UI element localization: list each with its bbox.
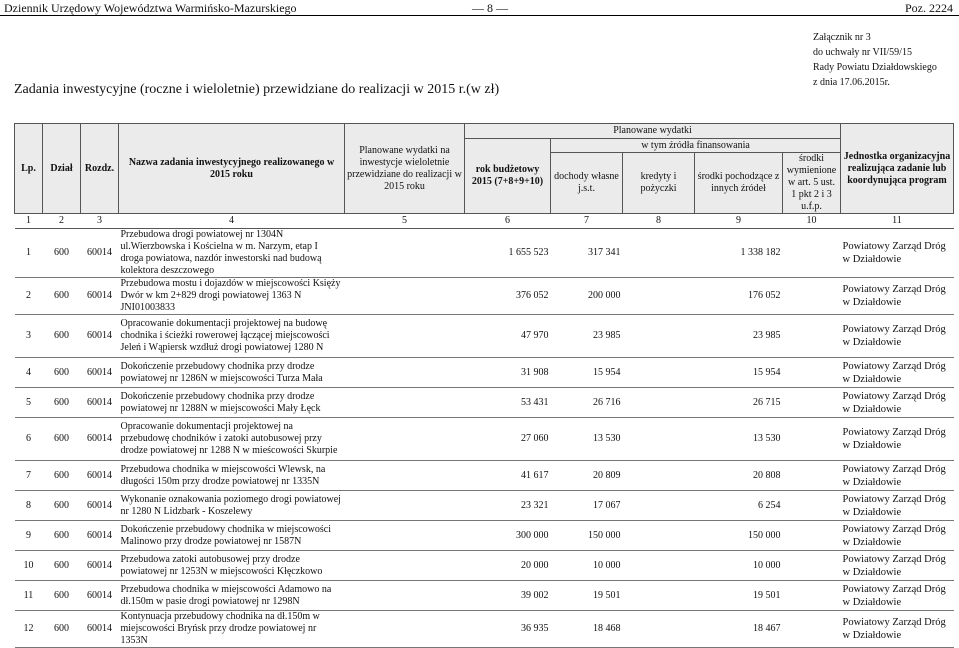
header-dzial: Dział — [43, 124, 81, 214]
row-task-name: Przebudowa mostu i dojazdów w miejscowości Księży Dwór w km 2+829 drogi powiatowej 1363 N JNI01003833 — [119, 278, 345, 315]
row-rozdz: 60014 — [81, 581, 119, 611]
row-task-name: Kontynuacja przebudowy chodnika na dł.150m w miejscowości Bryńsk przy drodze powiatowej nr 1353N — [119, 611, 345, 648]
journal-title: Dziennik Urzędowy Województwa Warmińsko-Mazurskiego — [4, 1, 297, 15]
row-unit: Powiatowy Zarząd Dróg w Działdowie — [841, 581, 954, 611]
table-row — [15, 388, 954, 418]
row-task-name: Opracowanie dokumentacji projektowej na budowę chodnika i ścieżki rowerowej łączącej miejscowości Jeleń i Wąpiersk wzdłuż drogi powiatowej 1280 N — [119, 315, 345, 358]
row-lp: 10 — [15, 551, 43, 581]
row-budget-year: 39 002 — [465, 581, 551, 611]
row-loans — [623, 315, 695, 358]
row-lp: 12 — [15, 611, 43, 648]
header-unit: Jednostka organizacyjna realizująca zadanie lub koordynująca program — [841, 124, 954, 214]
investment-table — [14, 123, 954, 648]
row-unit: Powiatowy Zarząd Dróg w Działdowie — [841, 315, 954, 358]
row-planned-total — [345, 521, 465, 551]
row-other-sources: 150 000 — [695, 521, 783, 551]
row-planned-total — [345, 418, 465, 461]
row-loans — [623, 358, 695, 388]
row-planned-total — [345, 581, 465, 611]
table-row — [15, 315, 954, 358]
row-lp: 3 — [15, 315, 43, 358]
row-loans — [623, 611, 695, 648]
row-lp: 1 — [15, 229, 43, 278]
row-unit: Powiatowy Zarząd Dróg w Działdowie — [841, 418, 954, 461]
row-loans — [623, 418, 695, 461]
document-title: Zadania inwestycyjne (roczne i wieloletnie) przewidziane do realizacji w 2015 r.(w zł) — [14, 82, 500, 97]
annex-note — [813, 30, 937, 90]
annex-line: do uchwały nr VII/59/15 — [813, 47, 912, 58]
table-row — [15, 461, 954, 491]
header-sources-group: w tym źródła finansowania — [551, 139, 841, 153]
row-own-income: 15 954 — [551, 358, 623, 388]
row-lp: 4 — [15, 358, 43, 388]
row-budget-year: 1 655 523 — [465, 229, 551, 278]
row-rozdz: 60014 — [81, 551, 119, 581]
row-budget-year: 31 908 — [465, 358, 551, 388]
row-dzial: 600 — [43, 461, 81, 491]
row-unit: Powiatowy Zarząd Dróg w Działdowie — [841, 229, 954, 278]
row-unit: Powiatowy Zarząd Dróg w Działdowie — [841, 461, 954, 491]
row-budget-year: 53 431 — [465, 388, 551, 418]
row-other-sources: 20 808 — [695, 461, 783, 491]
header-rozdz: Rozdz. — [81, 124, 119, 214]
row-dzial: 600 — [43, 491, 81, 521]
row-unit: Powiatowy Zarząd Dróg w Działdowie — [841, 388, 954, 418]
column-numbers-row — [15, 214, 954, 229]
row-rozdz: 60014 — [81, 611, 119, 648]
row-dzial: 600 — [43, 611, 81, 648]
page-number: — 8 — — [472, 1, 508, 15]
column-number: 9 — [695, 214, 783, 229]
row-other-sources: 26 715 — [695, 388, 783, 418]
row-rozdz: 60014 — [81, 388, 119, 418]
annex-line: z dnia 17.06.2015r. — [813, 77, 890, 88]
row-loans — [623, 521, 695, 551]
header-loans: kredyty i pożyczki — [623, 153, 695, 214]
row-own-income: 17 067 — [551, 491, 623, 521]
row-art5 — [783, 521, 841, 551]
row-own-income: 20 809 — [551, 461, 623, 491]
table-row — [15, 358, 954, 388]
row-budget-year: 41 617 — [465, 461, 551, 491]
row-task-name: Przebudowa zatoki autobusowej przy drodze powiatowej nr 1253N w miejscowości Kłęczkowo — [119, 551, 345, 581]
row-own-income: 150 000 — [551, 521, 623, 551]
row-art5 — [783, 611, 841, 648]
row-budget-year: 47 970 — [465, 315, 551, 358]
row-rozdz: 60014 — [81, 278, 119, 315]
row-dzial: 600 — [43, 278, 81, 315]
row-rozdz: 60014 — [81, 521, 119, 551]
row-other-sources: 6 254 — [695, 491, 783, 521]
row-planned-total — [345, 551, 465, 581]
header-planned-total: Planowane wydatki na inwestycje wieloletnie przewidziane do realizacji w 2015 roku — [345, 124, 465, 214]
header-other-sources: środki pochodzące z innych źródeł — [695, 153, 783, 214]
row-loans — [623, 278, 695, 315]
row-dzial: 600 — [43, 521, 81, 551]
row-art5 — [783, 388, 841, 418]
row-other-sources: 19 501 — [695, 581, 783, 611]
row-planned-total — [345, 388, 465, 418]
row-dzial: 600 — [43, 418, 81, 461]
table-row — [15, 581, 954, 611]
row-budget-year: 36 935 — [465, 611, 551, 648]
row-art5 — [783, 278, 841, 315]
column-number: 7 — [551, 214, 623, 229]
row-planned-total — [345, 315, 465, 358]
row-own-income: 13 530 — [551, 418, 623, 461]
row-loans — [623, 388, 695, 418]
table-row — [15, 278, 954, 315]
row-lp: 7 — [15, 461, 43, 491]
header-lp: Lp. — [15, 124, 43, 214]
row-own-income: 19 501 — [551, 581, 623, 611]
header-budget-year: rok budżetowy 2015 (7+8+9+10) — [465, 139, 551, 214]
row-other-sources: 10 000 — [695, 551, 783, 581]
row-task-name: Dokończenie przebudowy chodnika przy drodze powiatowej nr 1288N w miejscowości Mały Łęck — [119, 388, 345, 418]
position-number: Poz. 2224 — [905, 1, 953, 15]
table-row — [15, 229, 954, 278]
row-dzial: 600 — [43, 551, 81, 581]
row-task-name: Przebudowa chodnika w miejscowości Adamowo na dł.150m w pasie drogi powiatowej nr 1298N — [119, 581, 345, 611]
row-unit: Powiatowy Zarząd Dróg w Działdowie — [841, 491, 954, 521]
row-other-sources: 1 338 182 — [695, 229, 783, 278]
table-row — [15, 491, 954, 521]
row-art5 — [783, 551, 841, 581]
row-other-sources: 15 954 — [695, 358, 783, 388]
table-row — [15, 418, 954, 461]
row-other-sources: 23 985 — [695, 315, 783, 358]
row-unit: Powiatowy Zarząd Dróg w Działdowie — [841, 521, 954, 551]
row-art5 — [783, 315, 841, 358]
row-own-income: 200 000 — [551, 278, 623, 315]
row-planned-total — [345, 611, 465, 648]
row-lp: 11 — [15, 581, 43, 611]
header-art5: środki wymienione w art. 5 ust. 1 pkt 2 i 3 u.f.p. — [783, 153, 841, 214]
row-lp: 2 — [15, 278, 43, 315]
row-lp: 6 — [15, 418, 43, 461]
row-loans — [623, 491, 695, 521]
row-planned-total — [345, 491, 465, 521]
row-dzial: 600 — [43, 315, 81, 358]
row-rozdz: 60014 — [81, 418, 119, 461]
row-rozdz: 60014 — [81, 358, 119, 388]
row-other-sources: 13 530 — [695, 418, 783, 461]
column-number: 2 — [43, 214, 81, 229]
row-rozdz: 60014 — [81, 461, 119, 491]
header-divider — [0, 15, 959, 16]
row-task-name: Przebudowa drogi powiatowej nr 1304N ul.Wierzbowska i Kościelna w m. Narzym, etap I droga powiatowa, nazdór inwestorski nad budową kolektora deszczowego — [119, 229, 345, 278]
column-number: 3 — [81, 214, 119, 229]
row-task-name: Wykonanie oznakowania poziomego drogi powiatowej nr 1280 N Lidzbark - Koszelewy — [119, 491, 345, 521]
row-unit: Powiatowy Zarząd Dróg w Działdowie — [841, 278, 954, 315]
row-loans — [623, 461, 695, 491]
row-own-income: 18 468 — [551, 611, 623, 648]
row-budget-year: 20 000 — [465, 551, 551, 581]
row-dzial: 600 — [43, 358, 81, 388]
row-task-name: Dokończenie przebudowy chodnika w miejscowości Malinowo przy drodze powiatowej nr 1587N — [119, 521, 345, 551]
column-number: 5 — [345, 214, 465, 229]
column-number: 10 — [783, 214, 841, 229]
row-own-income: 26 716 — [551, 388, 623, 418]
row-lp: 5 — [15, 388, 43, 418]
row-loans — [623, 229, 695, 278]
row-art5 — [783, 461, 841, 491]
row-task-name: Przebudowa chodnika w miejscowości Wlewsk, na długości 150m przy drodze powiatowej nr 1335N — [119, 461, 345, 491]
row-lp: 8 — [15, 491, 43, 521]
row-budget-year: 23 321 — [465, 491, 551, 521]
row-planned-total — [345, 278, 465, 315]
row-planned-total — [345, 229, 465, 278]
column-number: 11 — [841, 214, 954, 229]
row-art5 — [783, 581, 841, 611]
row-task-name: Opracowanie dokumentacji projektowej na przebudowę chodników i zatoki autobusowej przy drodze powiatowej nr 1288 N w mieścowości Skurpie — [119, 418, 345, 461]
row-dzial: 600 — [43, 388, 81, 418]
column-number: 8 — [623, 214, 695, 229]
row-planned-total — [345, 358, 465, 388]
row-lp: 9 — [15, 521, 43, 551]
annex-line: Rady Powiatu Działdowskiego — [813, 62, 937, 73]
row-dzial: 600 — [43, 229, 81, 278]
row-own-income: 10 000 — [551, 551, 623, 581]
row-dzial: 600 — [43, 581, 81, 611]
row-art5 — [783, 418, 841, 461]
row-art5 — [783, 229, 841, 278]
row-own-income: 23 985 — [551, 315, 623, 358]
table-row — [15, 611, 954, 648]
row-own-income: 317 341 — [551, 229, 623, 278]
row-art5 — [783, 358, 841, 388]
column-number: 1 — [15, 214, 43, 229]
row-task-name: Dokończenie przebudowy chodnika przy drodze powiatowej nr 1286N w miejscowości Turza Mała — [119, 358, 345, 388]
row-unit: Powiatowy Zarząd Dróg w Działdowie — [841, 611, 954, 648]
row-other-sources: 18 467 — [695, 611, 783, 648]
column-number: 4 — [119, 214, 345, 229]
header-own-income: dochody własne j.s.t. — [551, 153, 623, 214]
row-rozdz: 60014 — [81, 491, 119, 521]
row-budget-year: 300 000 — [465, 521, 551, 551]
table-row — [15, 551, 954, 581]
page-header — [0, 0, 959, 16]
row-unit: Powiatowy Zarząd Dróg w Działdowie — [841, 551, 954, 581]
row-loans — [623, 581, 695, 611]
row-rozdz: 60014 — [81, 315, 119, 358]
column-number: 6 — [465, 214, 551, 229]
table-row — [15, 521, 954, 551]
annex-line: Załącznik nr 3 — [813, 32, 871, 43]
row-rozdz: 60014 — [81, 229, 119, 278]
row-other-sources: 176 052 — [695, 278, 783, 315]
header-task-name: Nazwa zadania inwestycyjnego realizowanego w 2015 roku — [119, 124, 345, 214]
row-loans — [623, 551, 695, 581]
row-unit: Powiatowy Zarząd Dróg w Działdowie — [841, 358, 954, 388]
row-budget-year: 376 052 — [465, 278, 551, 315]
row-budget-year: 27 060 — [465, 418, 551, 461]
header-planned-group: Planowane wydatki — [465, 124, 841, 139]
row-planned-total — [345, 461, 465, 491]
row-art5 — [783, 491, 841, 521]
